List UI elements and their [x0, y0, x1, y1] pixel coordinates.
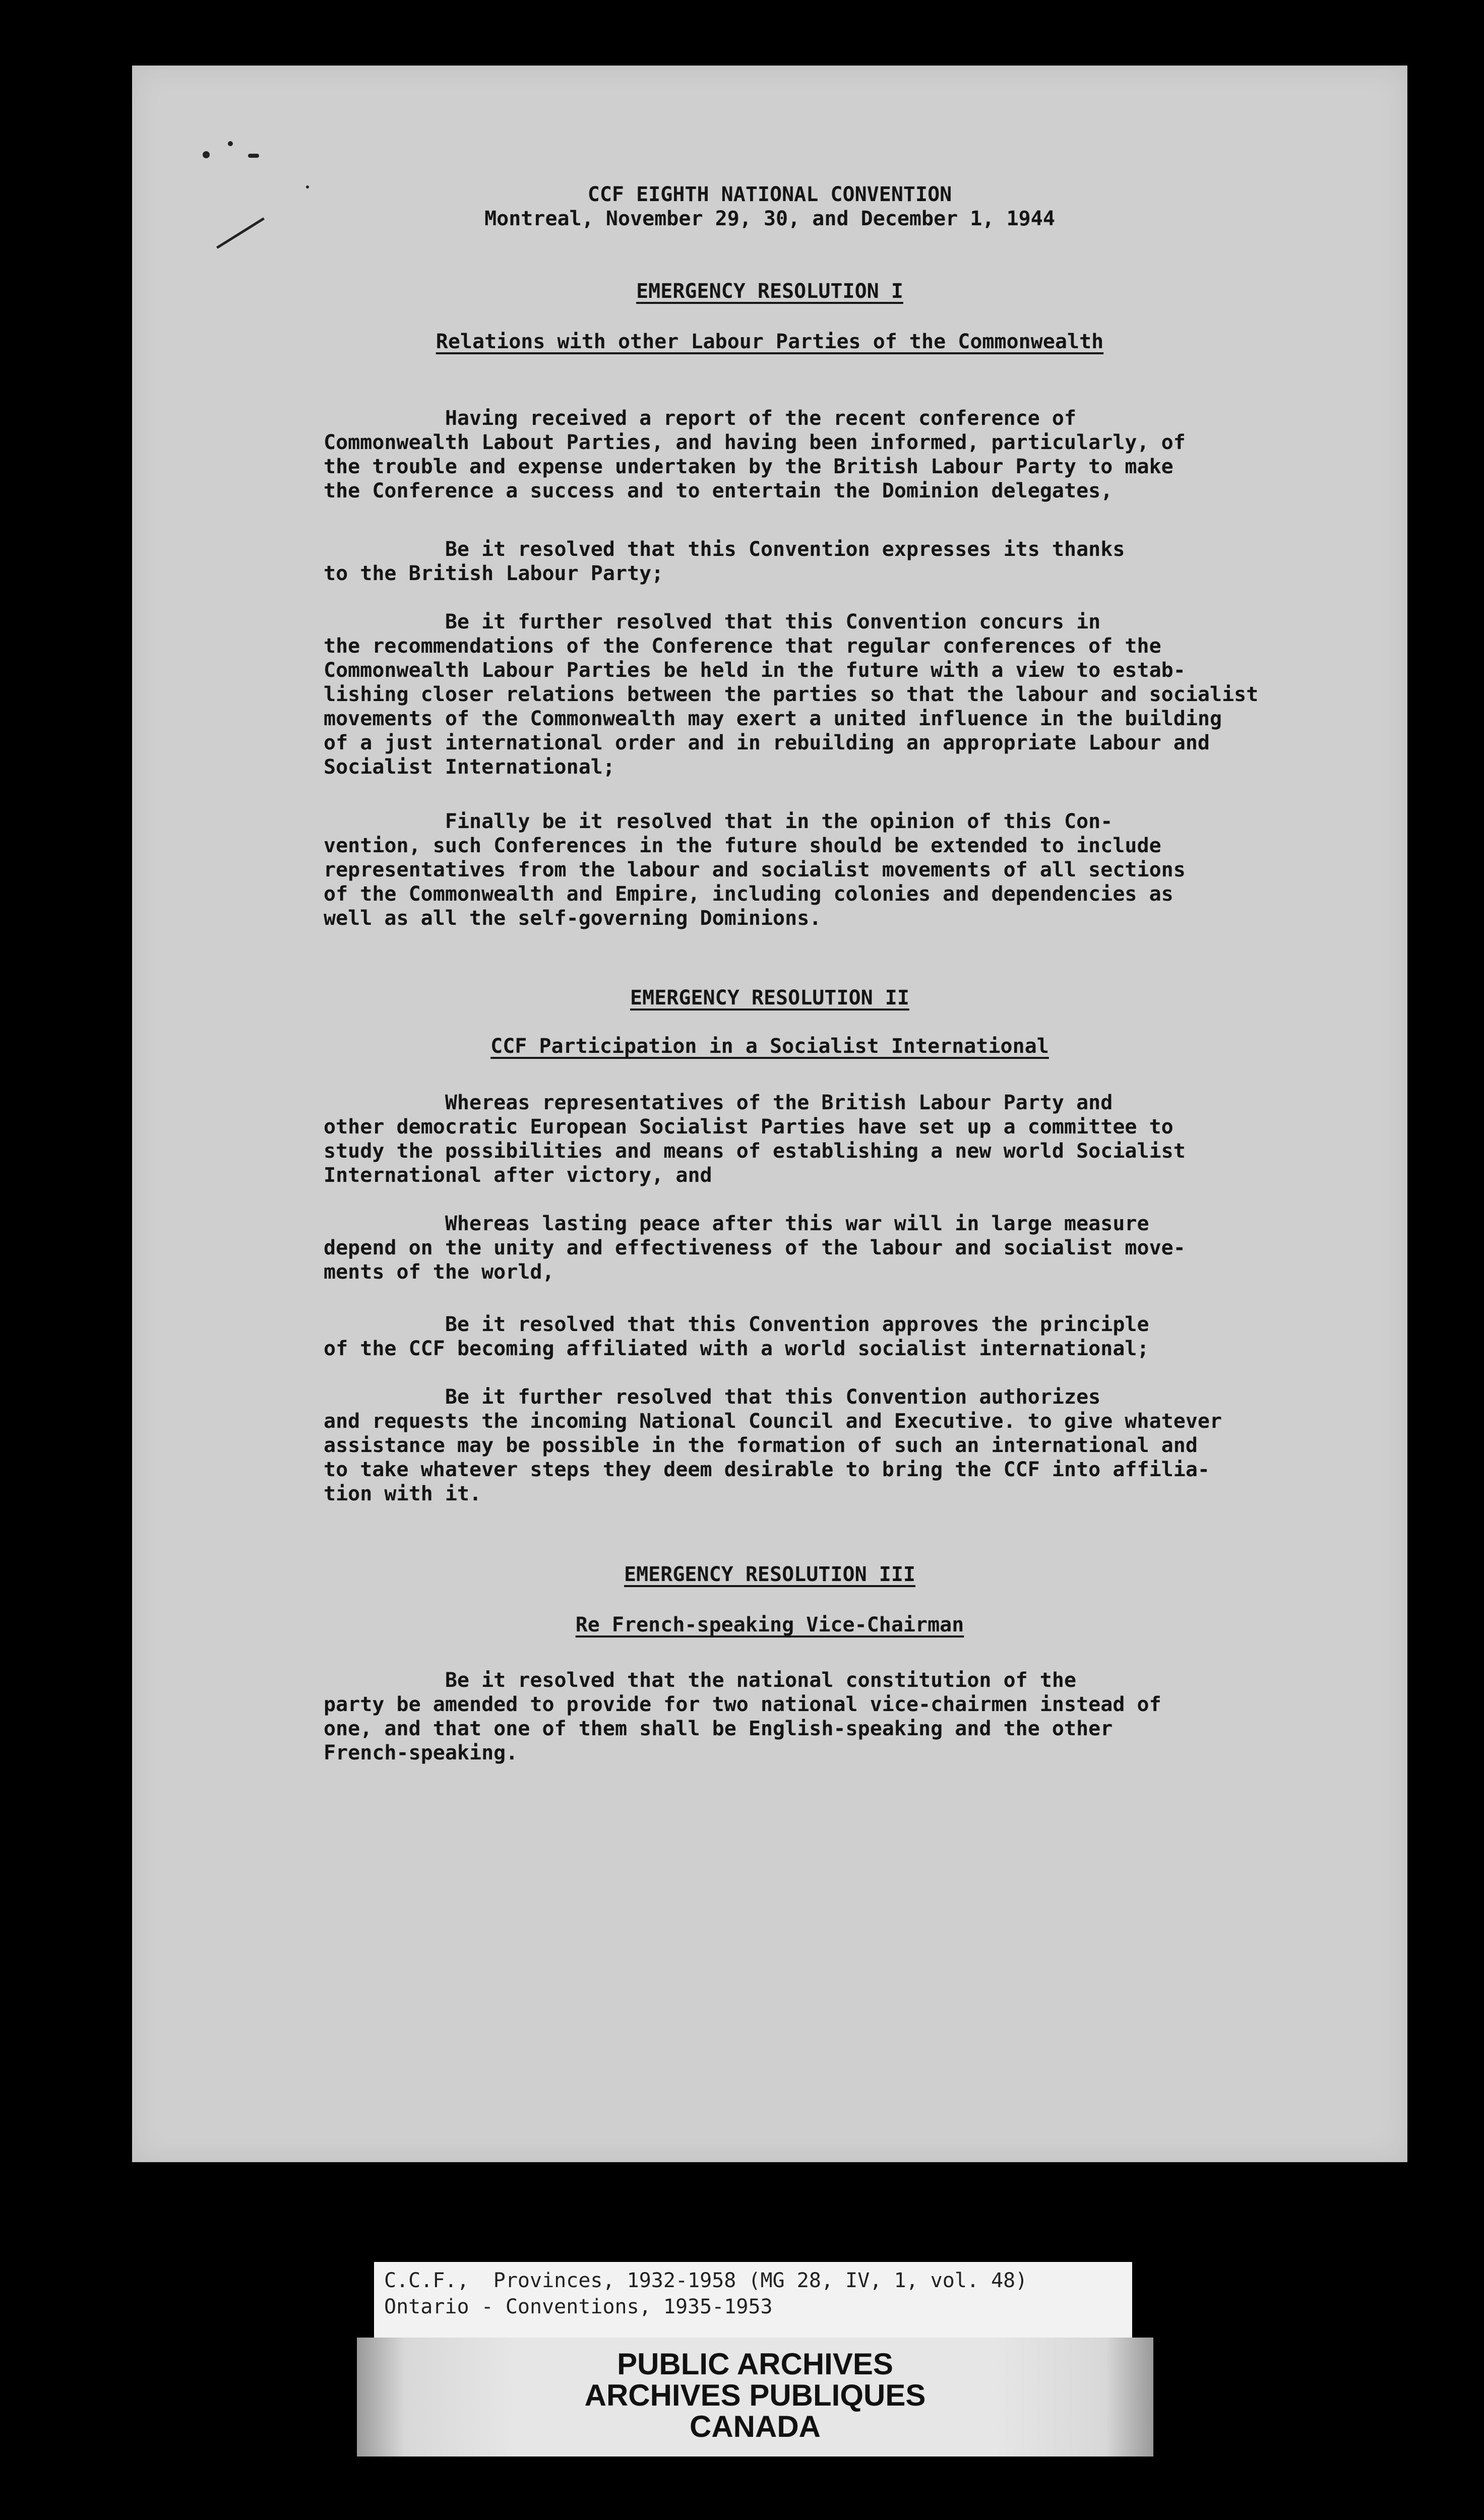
resolution-3-title: EMERGENCY RESOLUTION III	[624, 1563, 915, 1586]
resolution-1-paragraph: Finally be it resolved that in the opinion of this Con- vention, such Conferences in the future should be extended to include representatives from the labour and socialist movements of all sections of the Commonwealth and Empire, including colonies and dependencies as well as all the self-governing Dominions.	[324, 810, 1186, 930]
archive-reference-slip	[374, 2262, 1132, 2338]
resolution-2-subtitle: CCF Participation in a Socialist International	[490, 1035, 1049, 1058]
ink-speck	[203, 151, 210, 158]
resolution-1-title: EMERGENCY RESOLUTION I	[636, 280, 903, 303]
resolution-3-paragraph: Be it resolved that the national constitution of the party be amended to provide for two national vice-chairmen instead of one, and that one of them shall be English-speaking and the other French-speaking.	[324, 1669, 1161, 1765]
resolution-3-subtitle: Re French-speaking Vice-Chairman	[575, 1613, 964, 1636]
ink-speck	[228, 141, 233, 146]
resolution-1-paragraph: Be it resolved that this Convention expresses its thanks to the British Labour Party;	[324, 538, 1125, 585]
resolution-1-subtitle: Relations with other Labour Parties of the Commonwealth	[436, 330, 1104, 353]
document-page	[132, 66, 1407, 2162]
header-line-1: CCF EIGHTH NATIONAL CONVENTION	[587, 183, 952, 206]
resolution-2-paragraph: Be it resolved that this Convention approves the principle of the CCF becoming affiliated with a world socialist international;	[324, 1313, 1149, 1360]
header-line-2: Montreal, November 29, 30, and December 1, 1944	[484, 207, 1055, 230]
archive-reference-line-1: C.C.F., Provinces, 1932-1958 (MG 28, IV, 1, vol. 48)	[384, 2269, 1028, 2292]
stamp-line-2: ARCHIVES PUBLIQUES	[584, 2378, 926, 2412]
resolution-2-title: EMERGENCY RESOLUTION II	[630, 986, 909, 1010]
stamp-line-3: CANADA	[690, 2410, 821, 2443]
stamp-line-1: PUBLIC ARCHIVES	[617, 2347, 893, 2381]
resolution-2-paragraph: Whereas lasting peace after this war will in large measure depend on the unity and effectiveness of the labour and socialist move- ments of the world,	[324, 1212, 1186, 1284]
resolution-2-paragraph: Be it further resolved that this Convention authorizes and requests the incoming National Council and Executive. to give whatever assistance may be possible in the formation of such an international and to take whatever steps they deem desirable to bring the CCF into affilia- tion with it.	[324, 1385, 1222, 1505]
resolution-1-paragraph: Be it further resolved that this Convention concurs in the recommendations of the Conference that regular conferences of the Commonwealth Labour Parties be held in the future with a view to estab- lishing closer relations between the parties so that the labour and socialist movements of the Commonwealth may exert a united influence in the building of a just international order and in rebuilding an appropriate Labour and Socialist International;	[324, 610, 1259, 779]
resolution-2-paragraph: Whereas representatives of the British Labour Party and other democratic European Socialist Parties have set up a committee to study the possibilities and means of establishing a new world Socialist International after victory, and	[324, 1091, 1186, 1187]
archive-reference-line-2: Ontario - Conventions, 1935-1953	[384, 2295, 773, 2318]
archives-stamp	[357, 2338, 1153, 2456]
ink-speck	[248, 154, 259, 158]
resolution-1-paragraph: Having received a report of the recent conference of Commonwealth Labout Parties, and having been informed, particularly, of the trouble and expense undertaken by the British Labour Party to make the Conference a success and to entertain the Dominion delegates,	[324, 407, 1186, 502]
